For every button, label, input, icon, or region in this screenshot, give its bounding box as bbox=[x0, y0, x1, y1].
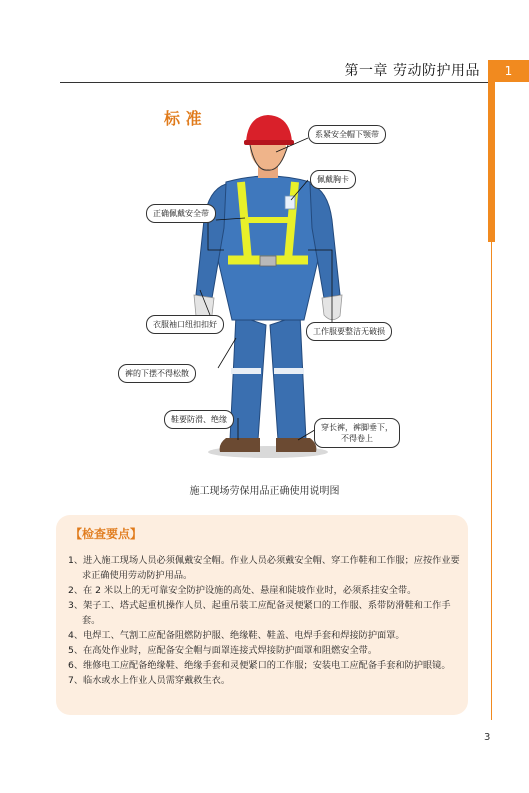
chapter-title: 第一章 劳动防护用品 bbox=[344, 63, 480, 79]
checklist-title: 【检查要点】 bbox=[70, 527, 143, 541]
callout-trouser-hem: 裤的下摆不得松散 bbox=[118, 364, 196, 383]
checklist-item: 4、电焊工、气割工应配备阻燃防护服、绝缘鞋、鞋盖、电焊手套和焊接防护面罩。 bbox=[68, 630, 405, 641]
callout-badge: 佩戴胸卡 bbox=[310, 170, 356, 189]
figure-caption: 施工现场劳保用品正确使用说明图 bbox=[189, 486, 340, 497]
checklist-item: 6、维修电工应配备绝缘鞋、绝缘手套和灵便紧口的工作服；安装电工应配备手套和防护眼镜。 bbox=[68, 660, 451, 671]
callout-sleeve-cuffs: 衣服袖口纽扣扣好 bbox=[146, 315, 224, 334]
checklist-item: 1、进入施工现场人员必须佩戴安全帽。作业人员必须戴安全帽、穿工作鞋和工作服；应按作业要求正确使用劳动防护用品。 bbox=[68, 555, 460, 581]
checklist-item: 7、临水或水上作业人员需穿戴救生衣。 bbox=[68, 675, 231, 686]
callout-long-pants-line2: 不得卷上 bbox=[341, 434, 373, 443]
checklist-item: 2、在 2 米以上的无可靠安全防护设施的高处、悬崖和陡坡作业时，必须系挂安全带。 bbox=[68, 585, 417, 596]
checklist-item: 3、架子工、塔式起重机操作人员、起重吊装工应配备灵便紧口的工作服、系带防滑鞋和工作手套。 bbox=[68, 600, 451, 626]
side-accent-line bbox=[491, 240, 492, 720]
callout-helmet-strap: 系紧安全帽下颚带 bbox=[308, 125, 386, 144]
callout-long-pants-line1: 穿长裤，裤脚垂下， bbox=[321, 423, 393, 432]
checklist-box bbox=[56, 515, 468, 715]
side-accent-bar bbox=[488, 82, 495, 242]
callout-long-pants bbox=[314, 418, 400, 448]
callout-shoes: 鞋要防滑、绝缘 bbox=[164, 410, 234, 429]
checklist-item: 5、在高处作业时，应配备安全帽与面罩连接式焊接防护面罩和阻燃安全带。 bbox=[68, 645, 378, 656]
page-number: 3 bbox=[484, 732, 491, 743]
chapter-number-tab: 1 bbox=[488, 60, 529, 82]
section-heading: 标 准 bbox=[164, 109, 202, 128]
callout-work-clothes: 工作服要整洁无破损 bbox=[306, 322, 392, 341]
checklist-list bbox=[68, 553, 463, 688]
header-divider bbox=[60, 82, 488, 83]
callout-safety-harness: 正确佩戴安全带 bbox=[146, 204, 216, 223]
